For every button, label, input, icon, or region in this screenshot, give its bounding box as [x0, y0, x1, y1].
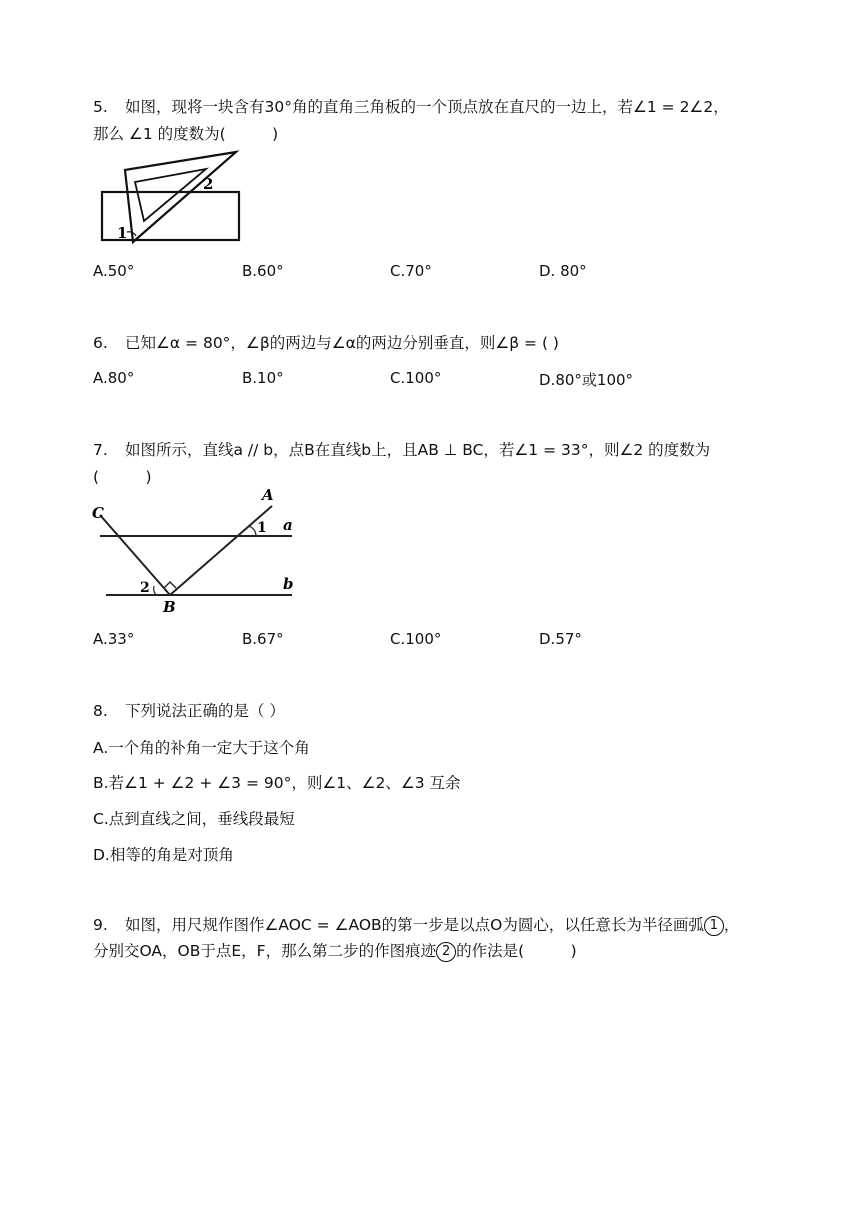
q7-label-2: 2	[140, 580, 150, 596]
q5-triangle-inner	[135, 169, 206, 221]
q7-option-c[interactable]: C.100°	[390, 630, 442, 648]
q7-label-b: b	[283, 575, 294, 593]
q7-angle1-arc	[248, 526, 256, 536]
q7-line1	[93, 439, 710, 461]
q7-label-1: 1	[257, 520, 267, 536]
q8-line	[93, 700, 285, 722]
q5-text-line1: 如图，现将一块含有30°角的直角三角板的一个顶点放在直尺的一边上，若∠1 = 2∠2，	[125, 98, 729, 116]
q6-options	[93, 369, 793, 391]
q5-line1	[93, 96, 729, 118]
q5-option-d[interactable]: D. 80°	[539, 262, 587, 280]
q5-option-a[interactable]: A.50°	[93, 262, 135, 280]
q6-option-d[interactable]: D.80°或100°	[539, 371, 634, 389]
q9-line1-text: 如图，用尺规作图作∠AOC = ∠AOB的第一步是以点O为圆心，以任意长为半径画弧	[125, 916, 704, 934]
q6-line	[93, 332, 559, 354]
q6-option-a[interactable]: A.80°	[93, 369, 135, 387]
q7-option-b[interactable]: B.67°	[242, 630, 284, 648]
q7-text-line2: ( )	[93, 468, 152, 486]
q9-mark-2: 2	[436, 942, 456, 962]
q6-text: 已知∠α = 80°，∠β的两边与∠α的两边分别垂直，则∠β = ( )	[125, 334, 559, 352]
q9-line2-text: 分别交OA，OB于点E，F，那么第二步的作图痕迹	[93, 942, 437, 960]
q6-option-c[interactable]: C.100°	[390, 369, 442, 387]
q8-text: 下列说法正确的是（ ）	[125, 702, 285, 720]
q7-label-C: C	[92, 504, 104, 522]
q9-line2	[93, 940, 577, 962]
q7-ray-BC	[100, 515, 170, 595]
q8-option-b[interactable]: B.若∠1 + ∠2 + ∠3 = 90°，则∠1、∠2、∠3 互余	[93, 774, 461, 792]
q9-number: 9.	[93, 916, 108, 934]
q5-number: 5.	[93, 98, 108, 116]
q8-option-d[interactable]: D.相等的角是对顶角	[93, 846, 234, 864]
q9-line2-after: 的作法是( )	[456, 942, 577, 960]
q5-option-b[interactable]: B.60°	[242, 262, 284, 280]
q7-figure	[88, 486, 300, 614]
q7-right-angle-mark	[164, 582, 176, 588]
q7-number: 7.	[93, 441, 108, 459]
q7-options	[93, 630, 793, 652]
q6-option-b[interactable]: B.10°	[242, 369, 284, 387]
q7-option-d[interactable]: D.57°	[539, 630, 582, 648]
q7-label-A: A	[262, 486, 274, 504]
q7-option-a[interactable]: A.33°	[93, 630, 135, 648]
q6-number: 6.	[93, 334, 108, 352]
q9-line1-after: ，	[723, 916, 740, 934]
q7-label-B: B	[163, 598, 176, 614]
q5-option-c[interactable]: C.70°	[390, 262, 432, 280]
q5-triangle-outer	[125, 152, 236, 242]
q8-number: 8.	[93, 702, 108, 720]
q5-text-line2: 那么 ∠1 的度数为( )	[93, 125, 279, 143]
q8-option-a[interactable]: A.一个角的补角一定大于这个角	[93, 739, 310, 757]
q7-angle2-arc	[154, 586, 156, 595]
q7-text-line1: 如图所示，直线a // b，点B在直线b上，且AB ⊥ BC，若∠1 = 33°，则∠2 的度数为	[125, 441, 711, 459]
q5-figure	[98, 146, 246, 246]
q7-label-a: a	[283, 516, 293, 534]
q5-label-1: 1	[117, 224, 128, 242]
q5-label-2: 2	[203, 175, 214, 193]
q9-line1	[93, 914, 739, 936]
q5-options	[93, 262, 793, 284]
q9-mark-1: 1	[704, 916, 724, 936]
q8-option-c[interactable]: C.点到直线之间，垂线段最短	[93, 810, 295, 828]
